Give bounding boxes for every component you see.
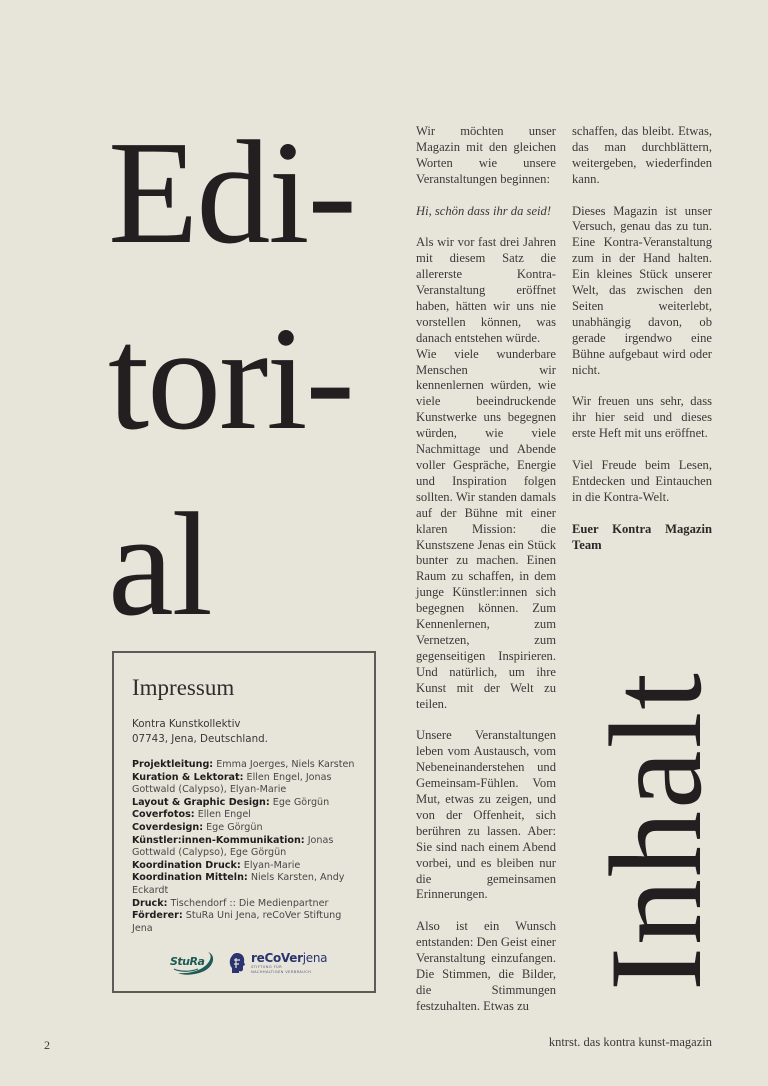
credit-names: Ellen Engel, Jonas Gottwald (Calypso), Elyan-Marie xyxy=(132,771,332,796)
credit-row xyxy=(132,809,364,822)
paragraph: Dieses Magazin ist unser Versuch, genau das zu tun. Eine Kontra-Veranstaltung zum in der Hand halten. Ein kleines Stück unserer Welt, das zwischen den Seiten weiterlebt, unabhängig davon, ob gerade irgendwo eine Bühne aufgebaut wird oder nicht. xyxy=(572,203,712,377)
credit-row xyxy=(132,898,364,911)
credit-row xyxy=(132,860,364,873)
heading-line: tori- xyxy=(108,297,353,461)
organisation-name: Kontra Kunstkollektiv xyxy=(132,718,241,730)
impressum-address xyxy=(132,717,268,747)
paragraph: Also ist ein Wunsch entstanden: Den Geist einer Veranstaltung einzufangen. Die Stimmen, die Bilder, die Stimmungen festzuhalten. Etwas zu xyxy=(416,919,556,1013)
inhalt-side-title: Inhalt xyxy=(582,671,729,991)
credit-role: Layout & Graphic Design: xyxy=(132,796,270,808)
running-footer: kntrst. das kontra kunst-magazin xyxy=(548,1035,712,1049)
recover-wordmark xyxy=(251,952,327,974)
credit-names: Ege Görgün xyxy=(206,821,263,833)
stura-wordmark: StuRa xyxy=(170,955,205,968)
paragraph: Wie viele wunderbare Menschen wir kennenlernen würden, wie viele beeindruckende Kunstwerke uns begegnen würden, wie viele Nachmittage und Abende voller Gespräche, Energie und Inspiration folgen sollten. Wir standen damals auf der Bühne mit einer klaren Mission: die Kunstszene Jenas ein Stück bunter zu machen. Einen Raum zu schaffen, in dem junge Künstler:innen sich begegnen können. Zum Kennenlernen, zum Vernetzen, zum gegenseitigen Inspirieren. Und natürlich, um ihre Kunst mit der Welt zu teilen. xyxy=(416,346,556,711)
credit-role: Förderer: xyxy=(132,910,183,922)
credit-names: Ellen Engel xyxy=(197,809,251,821)
credit-names: Niels Karsten, Andy Eckardt xyxy=(132,872,345,896)
credit-role: Coverfotos: xyxy=(132,809,195,821)
credit-names: Tischendorf :: Die Medienpartner xyxy=(170,897,329,909)
editorial-heading xyxy=(108,100,398,658)
organisation-location: 07743, Jena, Deutschland. xyxy=(132,733,268,745)
credit-names: Emma Joerges, Niels Karsten xyxy=(216,759,355,770)
recover-name-bold: reCoVer xyxy=(251,951,303,965)
credit-role: Projektleitung: xyxy=(132,759,214,770)
impressum-credits xyxy=(132,759,364,935)
credit-role: Koordination Druck: xyxy=(132,859,241,871)
page-number: 2 xyxy=(44,1038,50,1052)
paragraph: schaffen, das bleibt. Etwas, das man durchblättern, weitergeben, wiederfinden kann. xyxy=(572,124,712,186)
credit-role: Kuration & Lektorat: xyxy=(132,771,244,783)
credit-role: Künstler:innen-Kommunikation: xyxy=(132,834,305,846)
credit-row xyxy=(132,872,364,897)
credit-names: Elyan-Marie xyxy=(243,859,301,871)
greeting-quote: Hi, schön dass ihr da seid! xyxy=(416,203,552,218)
credit-row xyxy=(132,910,364,935)
credit-row xyxy=(132,822,364,835)
heading-line: Edi- xyxy=(108,111,355,275)
paragraph: Wir freuen uns sehr, dass ihr hier seid und dieses erste Heft mit uns eröffnet. xyxy=(572,394,712,441)
credit-role: Koordination Mitteln: xyxy=(132,872,248,884)
signature: Euer Kontra Magazin Team xyxy=(572,521,712,552)
sponsor-logos xyxy=(168,949,327,977)
credit-names: Jonas Gottwald (Calypso), Ege Görgün xyxy=(132,834,334,859)
credit-row xyxy=(132,759,364,772)
paragraph: Als wir vor fast drei Jahren mit diesem Satz die allererste Kontra-Veranstaltung eröffnet haben, hätten wir uns nie vorstellen können, was danach entstehen würde. xyxy=(416,235,556,345)
credit-names: StuRa Uni Jena, reCoVer Stiftung Jena xyxy=(132,910,342,934)
credit-role: Coverdesign: xyxy=(132,821,204,833)
paragraph: Wir möchten unser Magazin mit den gleichen Worten wie unsere Veranstaltungen beginnen: xyxy=(416,124,556,186)
recover-subtitle: NACHHALTIGEN VERBRAUCH xyxy=(251,969,312,974)
paragraph: Unsere Veranstaltungen leben vom Austausch, vom Nebeneinanderstehen und Gemeinsam-Fühlen. Vom Mut, etwas zu zeigen, und von der Offenheit, sich berühren zu lassen. Aber: Sie sind nach einem Abend vorbei, und es bleiben nur die gemeinsamen Erinnerungen. xyxy=(416,728,556,902)
paragraph: Viel Freude beim Lesen, Entdecken und Eintauchen in die Kontra-Welt. xyxy=(572,457,712,504)
recover-name-light: jena xyxy=(302,951,328,965)
impressum-box xyxy=(112,651,376,993)
heading-line: al xyxy=(108,483,211,647)
impressum-title: Impressum xyxy=(132,675,235,700)
stura-logo xyxy=(168,949,218,977)
credit-role: Druck: xyxy=(132,897,168,909)
credit-row xyxy=(132,772,364,797)
recover-logo xyxy=(228,952,327,974)
credit-row xyxy=(132,797,364,810)
credit-names: Ege Görgün xyxy=(272,796,330,808)
recover-subtitle: STIFTUNG FÜR xyxy=(251,965,282,969)
recover-head-icon xyxy=(228,952,246,974)
credit-row xyxy=(132,835,364,860)
article-column-2 xyxy=(572,124,712,569)
article-column-1 xyxy=(416,124,556,1031)
